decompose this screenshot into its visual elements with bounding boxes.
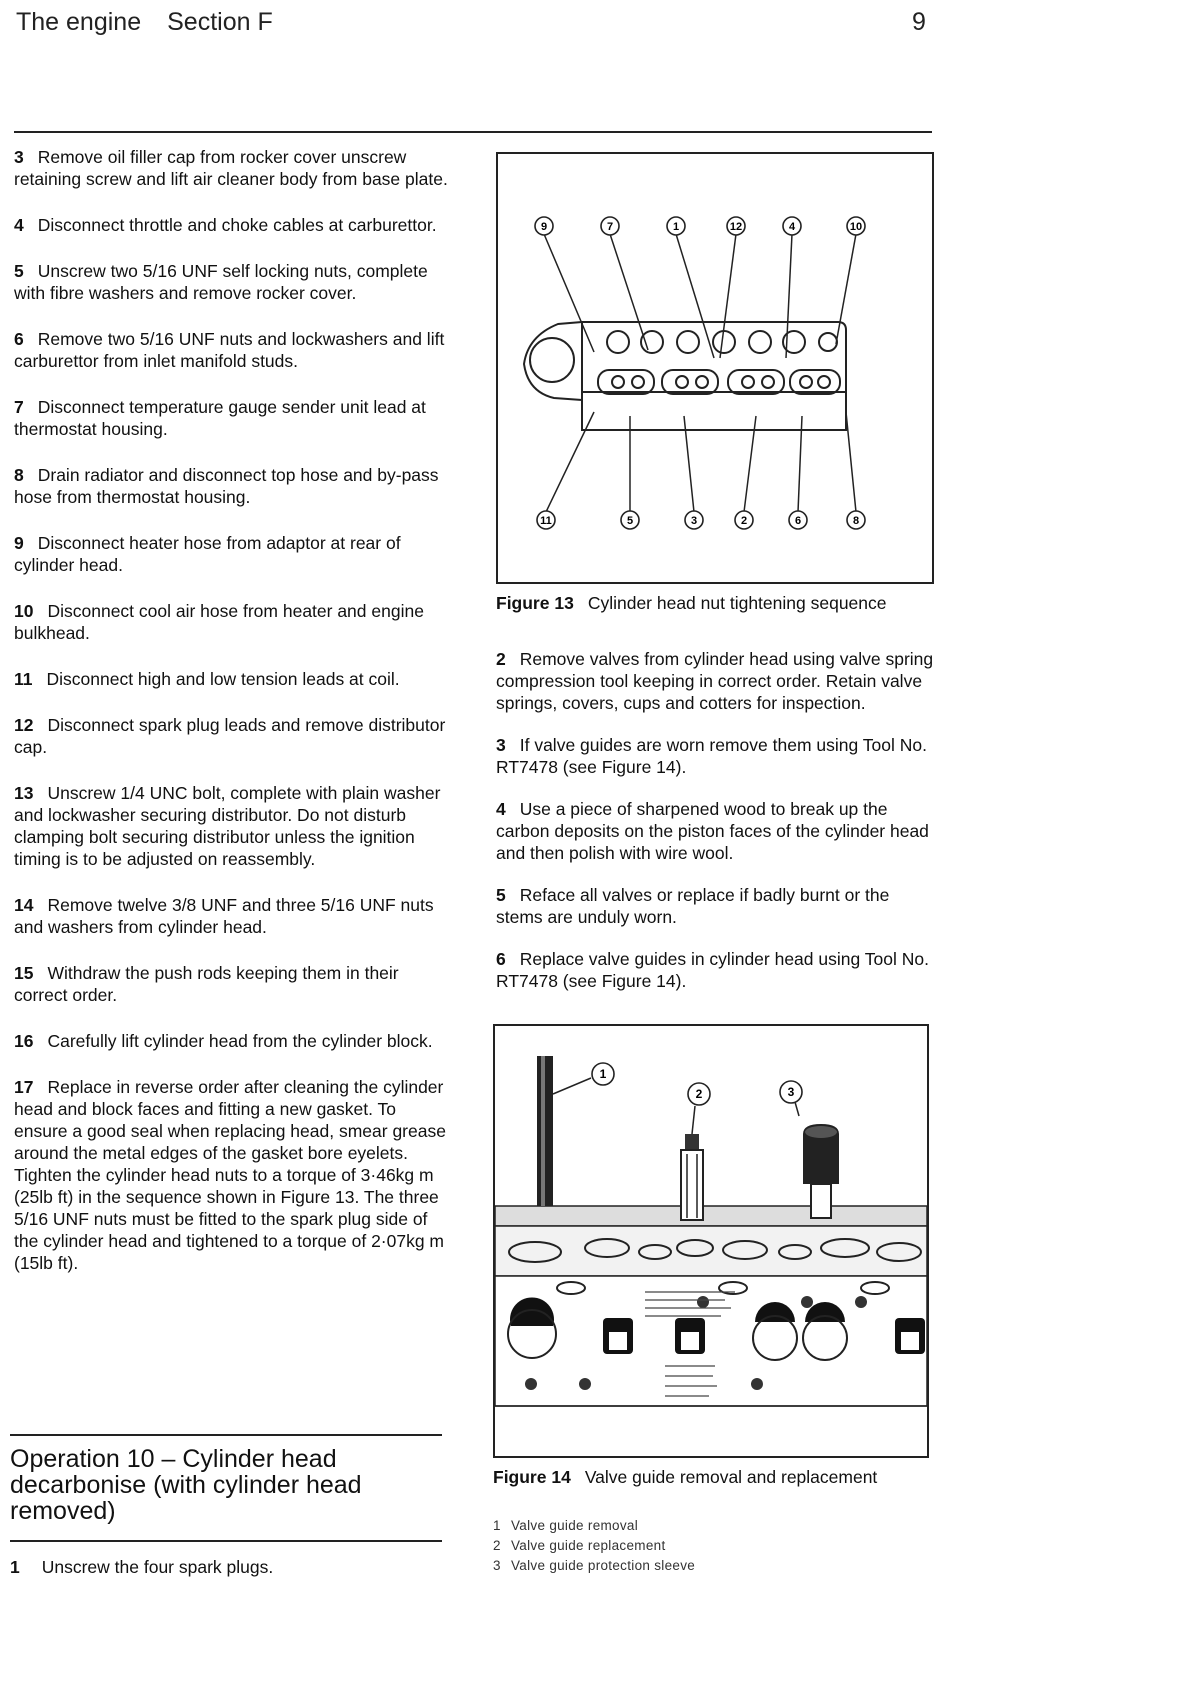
operation-title: Operation 10 – Cylinder head decarbonise (with cylinder head removed) <box>10 1445 362 1525</box>
callout-bottom-6 <box>847 511 865 529</box>
step-12: 12 Disconnect spark plug leads and remove distributor cap. <box>14 715 446 757</box>
svg-text:2: 2 <box>695 1087 703 1101</box>
cylinder-head-plan-svg <box>498 154 932 582</box>
svg-text:8: 8 <box>852 515 860 527</box>
callout-top-1 <box>535 217 553 235</box>
section-label: Section F <box>167 8 273 36</box>
tool-3-sleeve <box>795 1102 839 1218</box>
callout-1 <box>592 1063 614 1085</box>
callout-top-3 <box>667 217 685 235</box>
legend-item: 1 Valve guide removal <box>493 1518 639 1533</box>
right-column <box>496 648 936 992</box>
page-header <box>16 8 273 37</box>
valve-guide-tools-svg <box>495 1026 927 1456</box>
step-r3: 3 If valve guides are worn remove them using Tool No. RT7478 (see Figure 14). <box>496 735 927 777</box>
step-9: 9 Disconnect heater hose from adaptor at rear of cylinder head. <box>14 533 401 575</box>
figure-13-diagram <box>496 152 934 584</box>
tool-1-drift <box>537 1056 591 1206</box>
callout-3 <box>780 1081 802 1103</box>
svg-text:3: 3 <box>787 1085 795 1099</box>
step-r2: 2 Remove valves from cylinder head using valve spring compression tool keeping in correct order. Retain valve springs, covers, cups and cotters for inspection. <box>496 649 934 713</box>
left-column <box>14 146 454 1298</box>
callout-bottom-2 <box>621 511 639 529</box>
callout-top-4 <box>727 217 745 235</box>
step-r6: 6 Replace valve guides in cylinder head using Tool No. RT7478 (see Figure 14). <box>496 949 929 991</box>
page-number: 9 <box>912 8 926 36</box>
svg-text:10: 10 <box>849 221 863 233</box>
legend-item: 3 Valve guide protection sleeve <box>493 1558 696 1573</box>
svg-text:1: 1 <box>599 1067 607 1081</box>
figure-13-label: Figure 13 <box>496 593 574 613</box>
step-5: 5 Unscrew two 5/16 UNF self locking nuts, complete with fibre washers and remove rocker cover. <box>14 261 428 303</box>
step-r4: 4 Use a piece of sharpened wood to break up the carbon deposits on the piston faces of the cylinder head and then polish with wire wool. <box>496 799 929 863</box>
svg-text:2: 2 <box>740 515 748 527</box>
step-r5: 5 Reface all valves or replace if badly burnt or the stems are unduly worn. <box>496 885 890 927</box>
step-11: 11 Disconnect high and low tension leads at coil. <box>14 669 400 689</box>
chapter-title: The engine <box>16 8 142 36</box>
figure-14-illustration <box>493 1024 929 1458</box>
svg-text:4: 4 <box>788 221 796 233</box>
callout-bottom-4 <box>735 511 753 529</box>
operation-step-1: 1 Unscrew the four spark plugs. <box>10 1557 274 1577</box>
svg-text:1: 1 <box>672 221 680 233</box>
step-15: 15 Withdraw the push rods keeping them in their correct order. <box>14 963 399 1005</box>
callout-bottom-1 <box>537 511 555 529</box>
figure-14-caption: Figure 14 Valve guide removal and replacement <box>493 1467 878 1487</box>
figure-14-legend <box>493 1516 913 1576</box>
svg-text:12: 12 <box>729 221 743 233</box>
operation-rule-bottom <box>10 1540 442 1542</box>
step-10: 10 Disconnect cool air hose from heater and engine bulkhead. <box>14 601 424 643</box>
header-rule <box>14 131 932 133</box>
step-4: 4 Disconnect throttle and choke cables at carburettor. <box>14 215 437 235</box>
callout-top-2 <box>601 217 619 235</box>
step-7: 7 Disconnect temperature gauge sender unit lead at thermostat housing. <box>14 397 426 439</box>
svg-text:11: 11 <box>540 515 552 527</box>
callout-top-5 <box>783 217 801 235</box>
callout-bottom-5 <box>789 511 807 529</box>
legend-item: 2 Valve guide replacement <box>493 1538 666 1553</box>
operation-rule-top <box>10 1434 442 1436</box>
step-17: 17 Replace in reverse order after cleaning the cylinder head and block faces and fitting a new gasket. To ensure a good seal when replacing head, smear grease around the metal edges of the gasket bore eyelets. Tighten the cylinder head nuts to a torque of 3·46kg m (25lb ft) in the sequence shown in Figure 13. The three 5/16 UNF nuts must be fitted to the spark plug side of the cylinder head and tightened to a torque of 2·07kg m (15lb ft). <box>14 1077 446 1273</box>
figure-13-caption: Figure 13 Cylinder head nut tightening sequence <box>496 593 887 613</box>
step-13: 13 Unscrew 1/4 UNC bolt, complete with plain washer and lockwasher securing distributor. Do not disturb clamping bolt securing distributor unless the ignition timing is to be adjusted on reassembly. <box>14 783 441 869</box>
svg-text:3: 3 <box>690 515 698 527</box>
step-16: 16 Carefully lift cylinder head from the cylinder block. <box>14 1031 433 1051</box>
tool-2-replacer <box>681 1106 703 1220</box>
step-6: 6 Remove two 5/16 UNF nuts and lockwashers and lift carburettor from inlet manifold studs. <box>14 329 445 371</box>
step-3: 3 Remove oil filler cap from rocker cover unscrew retaining screw and lift air cleaner body from base plate. <box>14 147 448 189</box>
svg-text:7: 7 <box>606 221 614 233</box>
step-8: 8 Drain radiator and disconnect top hose and by-pass hose from thermostat housing. <box>14 465 439 507</box>
step-14: 14 Remove twelve 3/8 UNF and three 5/16 UNF nuts and washers from cylinder head. <box>14 895 434 937</box>
figure-14-label: Figure 14 <box>493 1467 571 1487</box>
callout-top-6 <box>847 217 865 235</box>
callout-bottom-3 <box>685 511 703 529</box>
callout-2 <box>688 1083 710 1105</box>
svg-text:9: 9 <box>540 221 548 233</box>
svg-text:5: 5 <box>626 515 634 527</box>
svg-text:6: 6 <box>794 515 802 527</box>
